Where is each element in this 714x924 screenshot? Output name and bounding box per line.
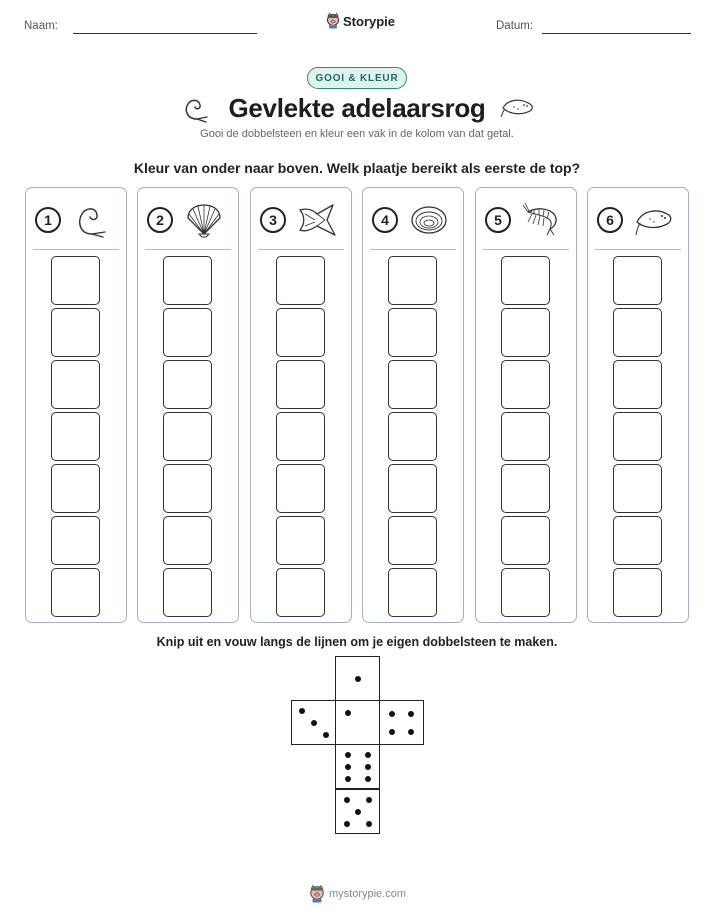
dice-pip [408,711,414,717]
color-cell[interactable] [388,412,437,461]
dice-pip [299,708,305,714]
column-divider [595,249,681,250]
color-cell[interactable] [163,516,212,565]
dice-pip [365,776,371,782]
dice-pip [389,711,395,717]
column-3 [250,187,352,623]
dice-face-1 [335,700,380,745]
color-cell[interactable] [163,464,212,513]
cut-instruction: Knip uit en vouw langs de lijnen om je eigen dobbelsteen te maken. [156,635,558,649]
footer-link[interactable]: mystorypie.com [329,888,407,900]
color-cell[interactable] [163,412,212,461]
scallop-shell-icon [184,202,224,238]
dice-face-1 [335,656,380,701]
color-cell[interactable] [388,568,437,617]
column-4 [362,187,464,623]
dice-pip [408,729,414,735]
storypie-logo [326,13,395,29]
color-cell[interactable] [388,308,437,357]
date-label: Datum: [496,20,534,32]
color-cell[interactable] [163,256,212,305]
color-cell[interactable] [51,256,100,305]
column-header [588,202,688,238]
column-header [26,202,126,238]
page-title: Gevlekte adelaarsrog [228,93,486,123]
clam-shell-icon [409,202,449,238]
color-cell[interactable] [501,464,550,513]
column-header [476,202,576,238]
dice-pip [344,821,350,827]
color-cell[interactable] [276,256,325,305]
dice-pip [323,732,329,738]
color-cell[interactable] [51,464,100,513]
color-cell[interactable] [388,516,437,565]
color-cell[interactable] [501,256,550,305]
column-divider [258,249,344,250]
hook-icon [72,202,112,238]
dice-face-5 [335,789,380,834]
dice-face-3 [291,700,336,745]
color-cell[interactable] [51,516,100,565]
column-divider [370,249,456,250]
column-header [363,202,463,238]
column-number: 3 [260,207,286,233]
stingray-icon [634,202,674,238]
column-header [138,202,238,238]
column-number: 1 [35,207,61,233]
column-number: 6 [597,207,623,233]
color-cell[interactable] [388,256,437,305]
dice-pip [344,797,350,803]
shrimp-icon [522,202,562,238]
color-cell[interactable] [276,308,325,357]
dice-face-6 [335,744,380,789]
dice-pip [311,720,317,726]
color-cell[interactable] [501,568,550,617]
dice-pip [345,764,351,770]
color-cell[interactable] [501,516,550,565]
dice-pip [345,776,351,782]
color-cell[interactable] [163,308,212,357]
dice-face-4 [379,700,424,745]
dice-pip [355,676,361,682]
column-6 [587,187,689,623]
color-cell[interactable] [388,360,437,409]
color-cell[interactable] [613,256,662,305]
activity-badge: GOOI & KLEUR [307,67,407,89]
stingray-icon [500,96,536,118]
dice-pip [366,797,372,803]
column-divider [145,249,231,250]
color-cell[interactable] [276,360,325,409]
column-number: 2 [147,207,173,233]
color-cell[interactable] [613,308,662,357]
column-header [251,202,351,238]
color-cell[interactable] [501,308,550,357]
dice-pip [365,752,371,758]
fish-tail-icon [297,202,337,238]
color-cell[interactable] [276,464,325,513]
color-cell[interactable] [388,464,437,513]
color-cell[interactable] [613,464,662,513]
column-2 [137,187,239,623]
dice-pip [366,821,372,827]
name-label: Naam: [24,20,58,32]
column-number: 5 [485,207,511,233]
pig-mascot-icon [326,13,340,29]
color-cell[interactable] [51,308,100,357]
column-5 [475,187,577,623]
date-line[interactable] [542,33,691,34]
dice-pip [365,764,371,770]
color-cell[interactable] [613,568,662,617]
color-cell[interactable] [51,360,100,409]
game-instruction: Kleur van onder naar boven. Welk plaatje bereikt als eerste de top? [133,160,581,176]
color-cell[interactable] [501,412,550,461]
dice-pip [355,809,361,815]
column-divider [483,249,569,250]
color-cell[interactable] [501,360,550,409]
color-cell[interactable] [613,516,662,565]
color-cell[interactable] [613,360,662,409]
color-cell[interactable] [51,412,100,461]
pig-mascot-icon [309,885,325,903]
name-line[interactable] [73,33,257,34]
dice-pip [389,729,395,735]
color-cell[interactable] [163,360,212,409]
color-cell[interactable] [276,516,325,565]
footer [309,885,406,903]
dice-pip [345,710,351,716]
color-cell[interactable] [51,568,100,617]
color-cell[interactable] [276,568,325,617]
page-subtitle: Gooi de dobbelsteen en kleur een vak in de kolom van dat getal. [200,128,514,140]
column-number: 4 [372,207,398,233]
column-1 [25,187,127,623]
color-cell[interactable] [163,568,212,617]
dice-pip [345,752,351,758]
color-cell[interactable] [613,412,662,461]
logo-text: Storypie [343,13,396,29]
column-divider [33,249,119,250]
color-cell[interactable] [276,412,325,461]
